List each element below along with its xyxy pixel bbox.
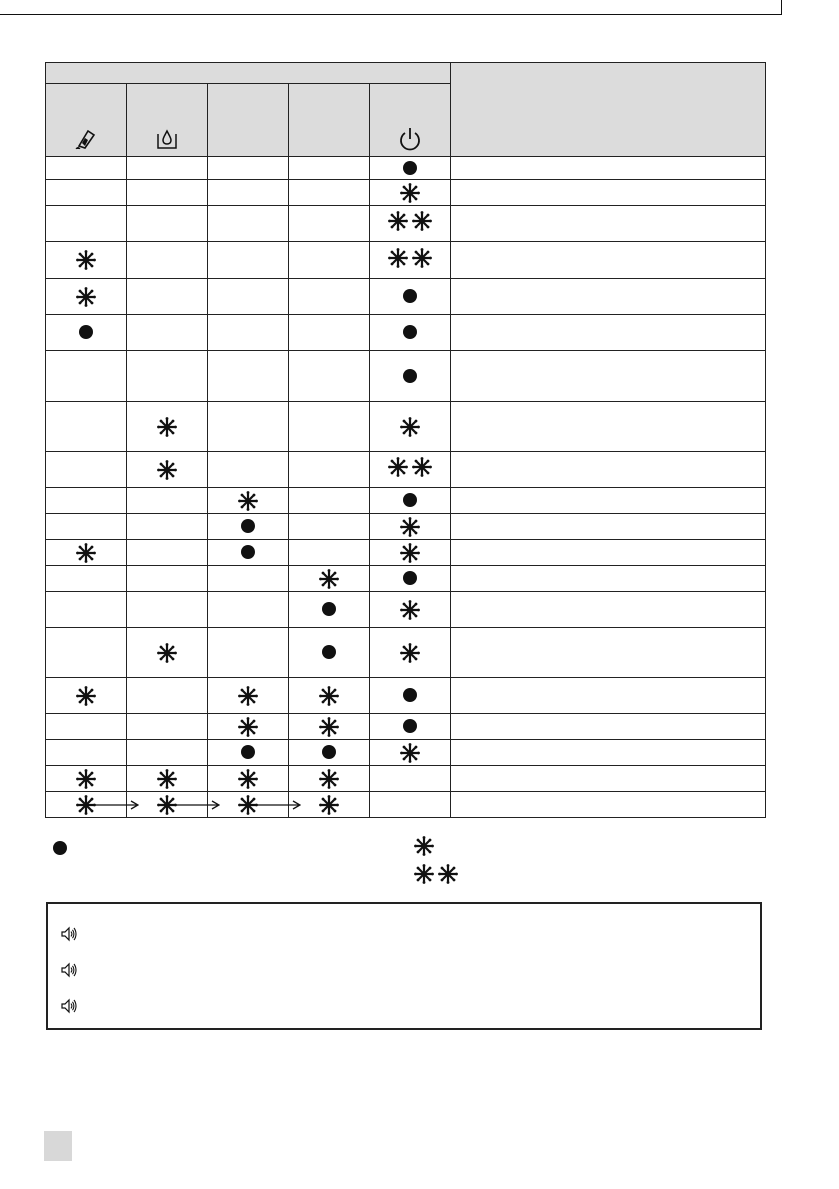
led-blink-icon (157, 460, 177, 480)
table-cell (370, 180, 451, 206)
table-cell (208, 351, 289, 402)
led-blink-icon (238, 717, 258, 737)
header-cell-3 (208, 84, 289, 157)
led-blink-icon (238, 686, 258, 706)
table-row (46, 714, 766, 740)
led-blink-icon (319, 686, 339, 706)
led-on-icon (402, 288, 418, 304)
table-cell (46, 540, 127, 566)
description-cell (451, 740, 766, 766)
table-cell (289, 792, 370, 818)
table-row (46, 351, 766, 402)
table-row (46, 315, 766, 351)
description-cell (451, 678, 766, 714)
led-blink-icon (157, 769, 177, 789)
table-cell (127, 242, 208, 279)
sequence-arrow-icon (168, 799, 220, 811)
note-row (60, 926, 82, 942)
table-cell (289, 678, 370, 714)
table-cell (208, 206, 289, 242)
note-row (60, 998, 82, 1014)
table-cell (370, 315, 451, 351)
led-on-icon (78, 324, 94, 340)
table-cell (127, 628, 208, 678)
table-cell (208, 540, 289, 566)
led-blink-icon (319, 569, 339, 589)
table-cell (370, 402, 451, 452)
table-cell (370, 242, 451, 279)
speaker-icon (60, 926, 82, 942)
led-blink-icon (400, 643, 420, 663)
table-cell (46, 714, 127, 740)
header-cell-detergent (46, 84, 127, 157)
led-blink-icon (76, 769, 96, 789)
table-row (46, 488, 766, 514)
table-row (46, 279, 766, 315)
table-row (46, 402, 766, 452)
table-cell (127, 540, 208, 566)
symbol-legend (52, 836, 772, 886)
led-on-icon (402, 718, 418, 734)
table-cell (370, 206, 451, 242)
table-cell (127, 180, 208, 206)
table-cell (370, 740, 451, 766)
table-row (46, 452, 766, 488)
led-on-icon (240, 544, 256, 560)
table-cell (370, 792, 451, 818)
led-blink-icon (238, 491, 258, 511)
note-row (60, 962, 82, 978)
description-header (451, 63, 766, 157)
table-cell (46, 402, 127, 452)
table-cell (289, 315, 370, 351)
led-blink-icon (76, 686, 96, 706)
table-cell (289, 740, 370, 766)
led-blink-icon (400, 183, 420, 203)
table-cell (46, 514, 127, 540)
description-cell (451, 351, 766, 402)
table-row (46, 678, 766, 714)
led-blink-icon (238, 769, 258, 789)
table-cell (370, 351, 451, 402)
sequence-arrow-icon (87, 799, 139, 811)
table-cell (46, 242, 127, 279)
table-cell (370, 628, 451, 678)
led-on-icon (402, 687, 418, 703)
water-drop-icon (155, 126, 179, 152)
legend-fast-blink-symbol (414, 864, 458, 884)
table-row (46, 566, 766, 592)
table-cell (127, 514, 208, 540)
header-cell-power (370, 84, 451, 157)
led-on-icon (240, 744, 256, 760)
led-on-icon (321, 601, 337, 617)
description-cell (451, 566, 766, 592)
description-cell (451, 714, 766, 740)
led-blink-icon (414, 836, 434, 856)
table-cell (208, 279, 289, 315)
led-on-icon (402, 570, 418, 586)
table-cell (208, 740, 289, 766)
table-cell (370, 540, 451, 566)
crop-mark-vertical (781, 0, 782, 15)
led-blink-icon (400, 417, 420, 437)
detergent-icon (73, 126, 99, 152)
table-cell (289, 351, 370, 402)
table-cell (370, 279, 451, 315)
table-cell (370, 488, 451, 514)
table-row (46, 206, 766, 242)
table-row (46, 157, 766, 180)
led-on-icon (402, 368, 418, 384)
table-cell (370, 714, 451, 740)
led-blink-icon (157, 643, 177, 663)
table-cell (208, 766, 289, 792)
table-cell (127, 206, 208, 242)
description-cell (451, 242, 766, 279)
description-cell (451, 766, 766, 792)
description-cell (451, 315, 766, 351)
table-cell (289, 242, 370, 279)
table-cell (208, 714, 289, 740)
header-cell-water (127, 84, 208, 157)
table-cell (208, 452, 289, 488)
description-cell (451, 488, 766, 514)
table-cell (208, 402, 289, 452)
led-blink-icon (319, 769, 339, 789)
table-cell (46, 488, 127, 514)
table-cell (289, 279, 370, 315)
table-cell (208, 315, 289, 351)
description-cell (451, 157, 766, 180)
table-cell (46, 315, 127, 351)
led-blink-icon (400, 543, 420, 563)
led-on-icon (321, 644, 337, 660)
table-cell (127, 315, 208, 351)
table-cell (370, 566, 451, 592)
table-cell (370, 592, 451, 628)
table-cell (370, 157, 451, 180)
speaker-icon (60, 998, 82, 1014)
description-cell (451, 279, 766, 315)
table-row (46, 540, 766, 566)
table-cell (289, 766, 370, 792)
table-cell (208, 566, 289, 592)
table-cell (208, 678, 289, 714)
table-cell (289, 566, 370, 592)
sequence-arrow-icon (249, 799, 301, 811)
led-on-icon (321, 744, 337, 760)
table-cell (127, 740, 208, 766)
led-on-icon (52, 840, 68, 856)
description-cell (451, 514, 766, 540)
led-status-table (45, 62, 766, 818)
table-cell (46, 351, 127, 402)
table-cell (289, 488, 370, 514)
table-cell (127, 279, 208, 315)
description-cell (451, 402, 766, 452)
table-row (46, 792, 766, 818)
table-cell (208, 180, 289, 206)
page-number-tab (44, 1131, 72, 1161)
table-row (46, 180, 766, 206)
table-cell (208, 488, 289, 514)
table-cell (127, 678, 208, 714)
description-cell (451, 792, 766, 818)
led-blink-icon (76, 287, 96, 307)
table-cell (370, 678, 451, 714)
table-cell (370, 766, 451, 792)
led-on-icon (402, 160, 418, 176)
table-cell (289, 628, 370, 678)
table-cell (46, 566, 127, 592)
table-cell (46, 279, 127, 315)
table-row (46, 628, 766, 678)
led-on-icon (402, 324, 418, 340)
table-cell (208, 157, 289, 180)
table-cell (127, 714, 208, 740)
indicator-header (46, 63, 451, 84)
led-fast-blink-icon (388, 211, 432, 231)
table-cell (46, 180, 127, 206)
table-cell (289, 206, 370, 242)
description-cell (451, 180, 766, 206)
led-blink-icon (76, 250, 96, 270)
table-cell (127, 766, 208, 792)
table-cell (289, 452, 370, 488)
table-cell (127, 157, 208, 180)
table-cell (46, 206, 127, 242)
table-row (46, 740, 766, 766)
table-cell (289, 592, 370, 628)
table-cell (208, 514, 289, 540)
table-cell (127, 566, 208, 592)
led-fast-blink-icon (414, 864, 458, 884)
led-blink-icon (400, 743, 420, 763)
table-cell (46, 628, 127, 678)
description-cell (451, 452, 766, 488)
led-on-icon (240, 518, 256, 534)
table-cell (46, 157, 127, 180)
table-cell (208, 592, 289, 628)
table-row (46, 766, 766, 792)
table-cell (127, 402, 208, 452)
table-cell (289, 540, 370, 566)
table-cell (46, 766, 127, 792)
table-cell (289, 514, 370, 540)
table-cell (370, 514, 451, 540)
power-icon (397, 126, 423, 152)
led-blink-icon (319, 795, 339, 815)
led-blink-icon (157, 417, 177, 437)
table-cell (46, 592, 127, 628)
table-cell (127, 452, 208, 488)
led-fast-blink-icon (388, 248, 432, 268)
table-cell (370, 452, 451, 488)
table-cell (127, 488, 208, 514)
table-row (46, 242, 766, 279)
table-cell (208, 242, 289, 279)
table-cell (208, 628, 289, 678)
led-fast-blink-icon (388, 457, 432, 477)
led-blink-icon (76, 543, 96, 563)
table-cell (46, 678, 127, 714)
table-cell (127, 351, 208, 402)
description-cell (451, 540, 766, 566)
description-cell (451, 592, 766, 628)
led-blink-icon (400, 600, 420, 620)
table-cell (127, 592, 208, 628)
table-cell (46, 740, 127, 766)
table-cell (46, 452, 127, 488)
table-cell (289, 402, 370, 452)
description-cell (451, 206, 766, 242)
speaker-icon (60, 962, 82, 978)
legend-blink-symbol (414, 836, 434, 856)
legend-on-symbol (52, 840, 68, 856)
table-row (46, 592, 766, 628)
table-row (46, 514, 766, 540)
crop-mark-horizontal (0, 14, 782, 15)
note-box (46, 902, 762, 1030)
table-cell (289, 157, 370, 180)
led-blink-icon (319, 717, 339, 737)
header-cell-4 (289, 84, 370, 157)
led-on-icon (402, 492, 418, 508)
led-blink-icon (400, 517, 420, 537)
table-cell (289, 714, 370, 740)
description-cell (451, 628, 766, 678)
table-cell (289, 180, 370, 206)
